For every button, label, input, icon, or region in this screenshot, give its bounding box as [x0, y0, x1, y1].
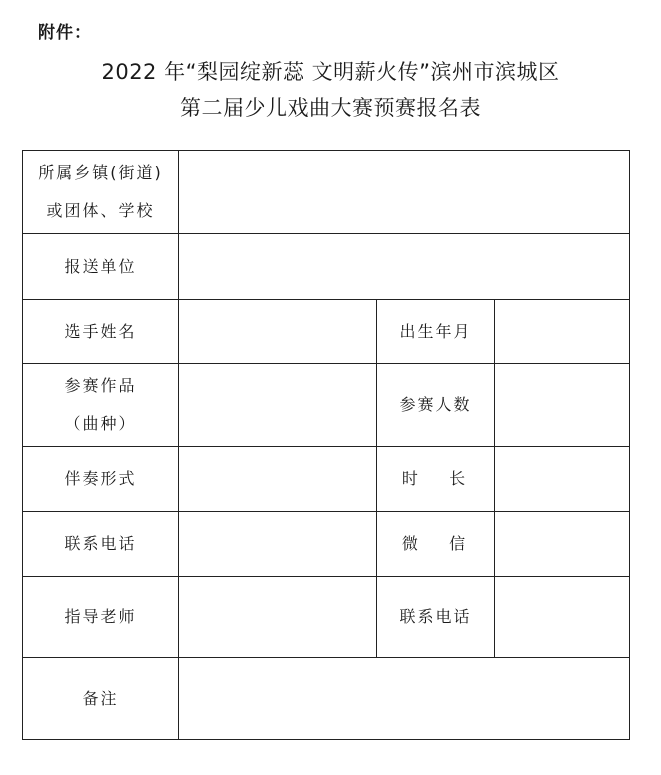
count-value-cell[interactable]: [495, 364, 630, 447]
unit-value-cell[interactable]: [179, 234, 630, 300]
table-row: [23, 577, 630, 658]
table-row: [23, 447, 630, 512]
duration-value-cell[interactable]: [495, 447, 630, 512]
count-label: 参赛人数: [377, 364, 495, 447]
teacher-phone-label: 联系电话: [377, 577, 495, 658]
work-label-line1: 参赛作品: [64, 376, 137, 395]
registration-form-table: [22, 150, 630, 740]
wechat-value-cell[interactable]: [495, 512, 630, 577]
table-row: [23, 658, 630, 740]
town-value-cell[interactable]: [179, 151, 630, 234]
table-row: [23, 512, 630, 577]
phone-value-cell[interactable]: [179, 512, 377, 577]
unit-label: 报送单位: [23, 234, 179, 300]
phone-label: 联系电话: [23, 512, 179, 577]
accompaniment-label: 伴奏形式: [23, 447, 179, 512]
table-row: [23, 151, 630, 234]
teacher-value-cell[interactable]: [179, 577, 377, 658]
work-label-line2: （曲种）: [64, 414, 137, 433]
teacher-label: 指导老师: [23, 577, 179, 658]
form-title-line2: 第二届少儿戏曲大赛预赛报名表: [180, 96, 481, 120]
work-label-cell: [23, 364, 179, 447]
name-value-cell[interactable]: [179, 300, 377, 364]
town-label-line2: 或团体、学校: [46, 201, 155, 220]
duration-label: 时 长: [377, 447, 495, 512]
town-label-cell: [23, 151, 179, 234]
table-row: [23, 300, 630, 364]
remarks-label: 备注: [23, 658, 179, 740]
town-label-line1: 所属乡镇(街道): [38, 163, 163, 182]
work-value-cell[interactable]: [179, 364, 377, 447]
table-row: [23, 364, 630, 447]
form-title-line1: 2022 年“梨园绽新蕊 文明薪火传”滨州市滨城区: [101, 60, 560, 84]
name-label: 选手姓名: [23, 300, 179, 364]
accompaniment-value-cell[interactable]: [179, 447, 377, 512]
table-row: [23, 234, 630, 300]
remarks-value-cell[interactable]: [179, 658, 630, 740]
wechat-label: 微 信: [377, 512, 495, 577]
birth-value-cell[interactable]: [495, 300, 630, 364]
birth-label: 出生年月: [377, 300, 495, 364]
teacher-phone-value-cell[interactable]: [495, 577, 630, 658]
attachment-label: 附件：: [38, 23, 92, 43]
